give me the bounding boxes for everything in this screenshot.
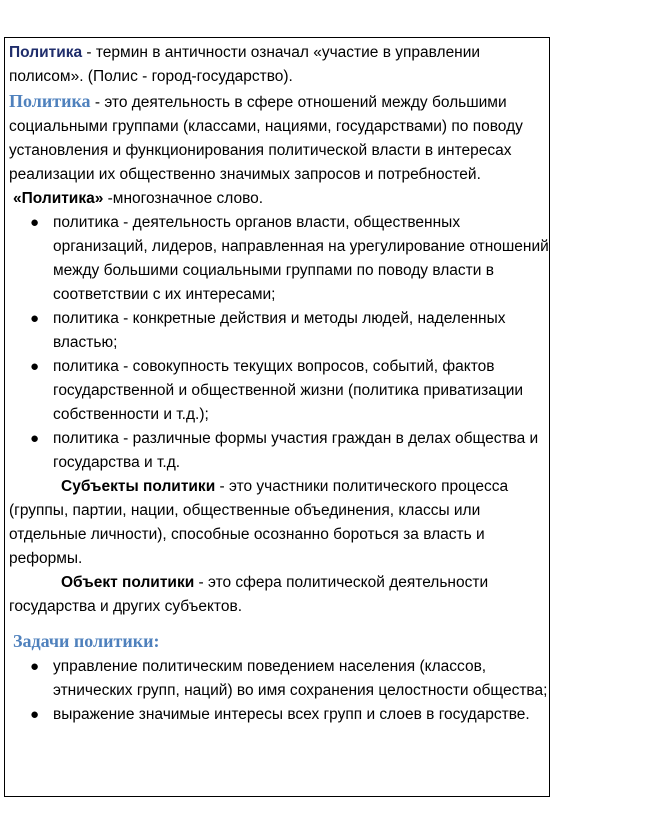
term-object: Объект политики [61,574,195,591]
meanings-list [9,211,549,475]
tasks-list [9,655,549,727]
definition-object: - это сфера политической деятельности государства и других субъектов. [9,574,489,615]
list-item-text: выражение значимые интересы всех групп и слоев в государстве. [53,706,530,723]
list-item-text: политика - совокупность текущих вопросов, событий, фактов государственной и общественной жизни (политика приватизации собственности и т.д.); [53,358,524,423]
tasks-heading: Задачи политики: [13,631,160,651]
document-page [4,37,550,797]
definition-multivalued: -многозначное слово. [103,190,264,207]
bullet-icon: ● [30,706,40,723]
list-item [9,427,549,475]
term-politics-quoted: «Политика» [13,190,104,207]
term-politics-styled: Политика [9,91,91,111]
paragraph-multivalued [9,187,549,211]
definition-polis: - термин в античности означал «участие в управлении полисом». (Полис - город-государство). [9,44,481,85]
definition-activity: - это деятельность в сфере отношений между большими социальными группами (классами, нациями, государствами) по поводу установления и функционирования политической власти в интересах реализации их общественно значимых запросов и потребностей. [9,94,523,183]
paragraph-activity [9,89,549,187]
paragraph-subjects [9,475,549,571]
list-item-text: политика - различные формы участия граждан в делах общества и государства и т.д. [53,430,539,471]
term-politics: Политика [9,44,83,61]
list-item [9,655,549,703]
list-item [9,307,549,355]
list-item-text: политика - деятельность органов власти, общественных организаций, лидеров, направленная на урегулирование отношений между большими социальными группами по поводу власти в соответствии с их интересами; [53,214,549,303]
term-subjects: Субъекты политики [61,478,216,495]
bullet-icon: ● [30,214,40,231]
tasks-heading-line [9,629,549,655]
list-item [9,703,549,727]
definition-subjects: - это участники политического процесса (группы, партии, нации, общественные объединения, классы или отдельные личности), способные осознанно бороться за власть и реформы. [9,478,509,567]
bullet-icon: ● [30,430,40,447]
list-item-text: политика - конкретные действия и методы людей, наделенных властью; [53,310,506,351]
paragraph-object [9,571,549,619]
paragraph-polis [9,41,549,89]
list-item [9,355,549,427]
list-item [9,211,549,307]
bullet-icon: ● [30,658,40,675]
bullet-icon: ● [30,358,40,375]
list-item-text: управление политическим поведением населения (классов, этнических групп, наций) во имя сохранения целостности общества; [53,658,548,699]
bullet-icon: ● [30,310,40,327]
